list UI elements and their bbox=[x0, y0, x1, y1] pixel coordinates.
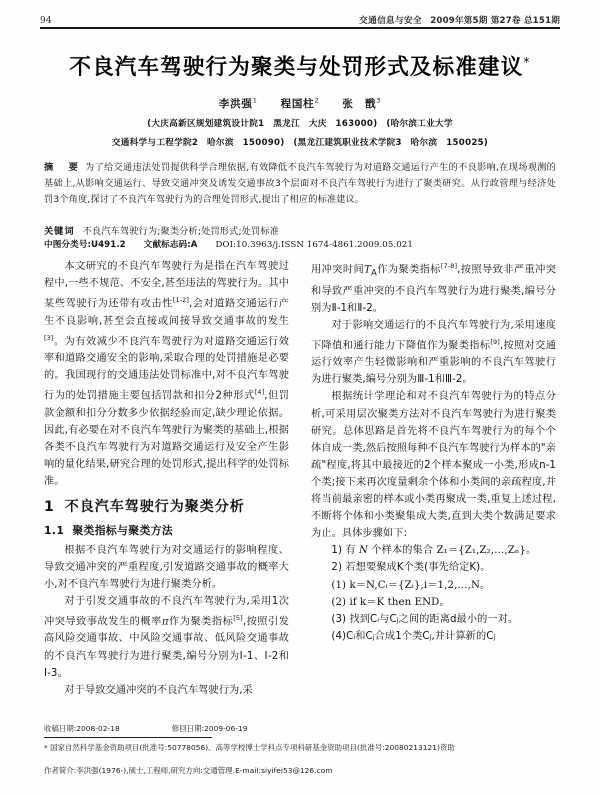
step-1-formula: Z₁＝{Z₁,Z₂,…,Zₙ}。 bbox=[436, 545, 537, 557]
affiliation-line-1: (大庆高新区规划建筑设计院1 黑龙江 大庆 163000) (哈尔滨工业大学 bbox=[147, 119, 453, 129]
journal-issue: 2009年第5期 第27卷 总151期 bbox=[430, 16, 560, 26]
keywords-block bbox=[44, 223, 556, 237]
variable-t-subscript: A bbox=[370, 268, 377, 279]
citation-ref-7-8: [7-8] bbox=[440, 262, 458, 270]
accident-cluster-part3: ,按照引发高风险交通事故、中风险交通事故、低风险交通事故的不良汽车驾驶行为进行聚类,编号分别为Ⅰ-1、Ⅰ-2和Ⅰ-3。 bbox=[44, 616, 289, 679]
paragraph-accident-cluster bbox=[44, 593, 289, 682]
paragraph-intro bbox=[44, 258, 289, 490]
paragraph-intro-part4: ,但罚款金额和扣分分数多少依据经验而定,缺少理论依据。因此,有必要在对不良汽车驾驶行为聚类的基础上,根据各类不良汽车驾驶行为对道路交通运行及安全产生影响的量化结果,研究合理的处罚形式,提出科学的处罚标准。 bbox=[44, 390, 289, 488]
step-2: 2) 若想要聚成K个类(事先给定K)。 bbox=[331, 562, 491, 574]
journal-name: 交通信息与安全 bbox=[359, 16, 423, 26]
footnote-dates bbox=[44, 723, 556, 735]
section-title-1: 不良汽车驾驶行为聚类分析 bbox=[64, 499, 245, 516]
document-code: 文献标志码:A bbox=[143, 240, 198, 250]
page-folio: 94 bbox=[40, 16, 52, 26]
citation-ref-2: [3] bbox=[44, 333, 54, 342]
step-2-4: (4)Cᵢ和Cⱼ合成1个类Cⱼ,并计算新的Cⱼ bbox=[331, 630, 496, 642]
paragraph-traffic-flow-cluster bbox=[311, 317, 556, 389]
author-1 bbox=[219, 98, 258, 110]
step-2-2: (2) if k＝K then END。 bbox=[331, 596, 450, 608]
clc-number: 中图分类号:U491.2 bbox=[44, 240, 126, 250]
variable-t: T bbox=[364, 264, 371, 276]
paragraph-cluster-index: 根据不良汽车驾驶行为对交通运行的影响程度、导致交通冲突的严重程度,引发道路交通事故的概率大小,对不良汽车驾驶行为进行聚类分析。 bbox=[44, 544, 289, 590]
subsection-number-1-1: 1.1 bbox=[44, 524, 65, 538]
author-2-affil-marker: 2 bbox=[314, 96, 320, 105]
paragraph-hierarchical-method: 根据统计学理论和对不良汽车驾驶行为的特点分析,可采用层次聚类方法对不良汽车驾驶行为进行聚类研究。总体思路是首先将不良汽车驾驶行为的每个个体自成一类,然后按照每种不良汽车驾驶行为样本的"亲疏"程度,将其中最接近的2个样本聚成一小类,形成n-1个类;接下来再次度量剩余个体和小类间的亲疏程度,并将当前最亲密的样本或小类再聚成一类,重复上述过程,不断将个体和小类聚集成大类,直到大类个数满足要求为止。具体步骤如下: bbox=[311, 391, 556, 540]
author-3-name: 张 戬 bbox=[342, 98, 377, 110]
abstract-block bbox=[44, 160, 556, 208]
keywords-label: 关键词 bbox=[44, 226, 75, 237]
left-column bbox=[44, 258, 289, 718]
page-title bbox=[0, 50, 600, 81]
classification-block bbox=[44, 238, 556, 250]
title-footnote-marker: * bbox=[523, 54, 531, 69]
body-columns bbox=[44, 258, 556, 718]
footnote-rule bbox=[44, 737, 212, 738]
conflict-part3: ,按照导致非严重冲突和导致严重冲突的不良汽车驾驶行为进行聚类,编号分别为Ⅱ-1和Ⅱ-2。 bbox=[311, 264, 556, 314]
section-number-1: 1 bbox=[44, 499, 55, 516]
flow-part2: ,按照对交通运行效率产生轻微影响和严重影响的不良汽车驾驶行为进行聚类,编号分别为Ⅲ-1和Ⅲ-2。 bbox=[311, 340, 557, 386]
keywords-text: 不良汽车驾驶行为;聚类分析;处罚形式;处罚标准 bbox=[82, 226, 280, 237]
subsection-heading-1-1 bbox=[44, 522, 289, 539]
author-3-affil-marker: 3 bbox=[376, 96, 382, 105]
author-3 bbox=[342, 98, 381, 110]
citation-ref-9: [9] bbox=[490, 337, 500, 346]
author-1-name: 李洪强 bbox=[218, 98, 253, 110]
received-date: 收稿日期:2008-02-18 bbox=[44, 724, 120, 733]
citation-ref-3: [4] bbox=[254, 388, 265, 397]
doi-text: DOI:10.3963/j.ISSN 1674-4861.2009.05.021 bbox=[215, 240, 413, 250]
author-1-affil-marker: 1 bbox=[252, 96, 258, 105]
author-list bbox=[0, 96, 600, 111]
step-2-1: (1) k＝N,Cᵢ＝{Zᵢ},i＝1,2,…,N。 bbox=[331, 579, 491, 591]
accident-cluster-part1: 对于引发交通事故的不良汽车驾驶行为,采用1次冲突导致事故发生的概率 bbox=[44, 595, 289, 628]
author-2-name: 程国柱 bbox=[280, 98, 315, 110]
subsection-title-1-1: 聚类指标与聚类方法 bbox=[72, 524, 174, 538]
variable-pi: π bbox=[161, 616, 169, 628]
author-2 bbox=[281, 98, 320, 110]
affiliation-line-2: 交通科学与工程学院2 哈尔滨 150090) (黑龙江建筑职业技术学院3 哈尔滨 150025) bbox=[111, 138, 489, 148]
citation-ref-1: [1-2] bbox=[172, 296, 190, 305]
flow-part1: 对于影响交通运行的不良汽车驾驶行为,采用速度下降值和通行能力下降值作为聚类指标 bbox=[311, 319, 556, 352]
abstract-text: 为了给交通违法处罚提供科学合理依据,有效降低不良汽车驾驶行为对道路交通运行产生的不良影响,在现场观测的基础上,从影响交通运行、导致交通冲突及诱发交通事故3个层面对不良汽车驾驶行为进行了聚类研究。从行政管理与经济处罚3个角度,探讨了不良汽车驾驶行为的合理处罚形式,提出了相应的标准建议。 bbox=[44, 162, 557, 205]
paragraph-intro-part1: 本文研究的不良汽车驾驶行为是指在汽车驾驶过程中,一些不规范、不安全,甚至违法的驾驶行为。其中某些驾驶行为还带有攻击性 bbox=[44, 261, 289, 310]
revised-date: 修回日期:2009-06-19 bbox=[171, 724, 248, 733]
running-head bbox=[40, 14, 560, 26]
paragraph-conflict-lead: 对于导致交通冲突的不良汽车驾驶行为,采 bbox=[64, 684, 253, 696]
paragraph-intro-part3: 。为有效减少不良汽车驾驶行为对道路交通运行效率和道路交通安全的影响,采取合理的处罚措施是必要的。我国现行的交通违法处罚标准中,对不良汽车驾驶行为的处罚措施主要包括罚款和扣分2种形式 bbox=[44, 336, 289, 402]
accident-cluster-part2: 作为聚类指标 bbox=[168, 616, 234, 628]
citation-ref-5: [5] bbox=[233, 613, 243, 622]
paragraph-conflict-cluster bbox=[311, 258, 556, 317]
journal-info bbox=[359, 14, 560, 26]
paragraph-intro-part2: ,会对道路交通运行产生不良影响,甚至会直接或间接导致交通事故的发生 bbox=[44, 298, 289, 327]
section-heading-1 bbox=[44, 499, 289, 516]
title-text: 不良汽车驾驶行为聚类与处罚形式及标准建议 bbox=[69, 55, 524, 80]
footnote-author-bio: 作者简介:李洪强(1976-),硕士,工程师,研究方向:交通管理.E-mail:siyifei53@126.com bbox=[44, 766, 333, 775]
step-1 bbox=[311, 542, 556, 559]
header-rule bbox=[40, 27, 560, 29]
footnote-funding: * 国家自然科学基金资助项目(批准号:50778056)、高等学校博士学科点专项科研基金资助项目(批准号:20080213121)资助 bbox=[44, 743, 455, 752]
variable-n: N bbox=[359, 545, 369, 557]
abstract-label: 摘 要 bbox=[44, 162, 82, 173]
step-2-3: (3) 找到Cᵢ与Cⱼ之间的距离d最小的一对。 bbox=[331, 613, 519, 625]
conflict-part2: 作为聚类指标 bbox=[376, 264, 441, 276]
conflict-part1: 用冲突时间 bbox=[311, 264, 365, 276]
step-1-part2: 个样本的集合 bbox=[371, 545, 434, 557]
step-1-part1: 1) 有 bbox=[331, 545, 356, 557]
right-column bbox=[311, 258, 556, 718]
